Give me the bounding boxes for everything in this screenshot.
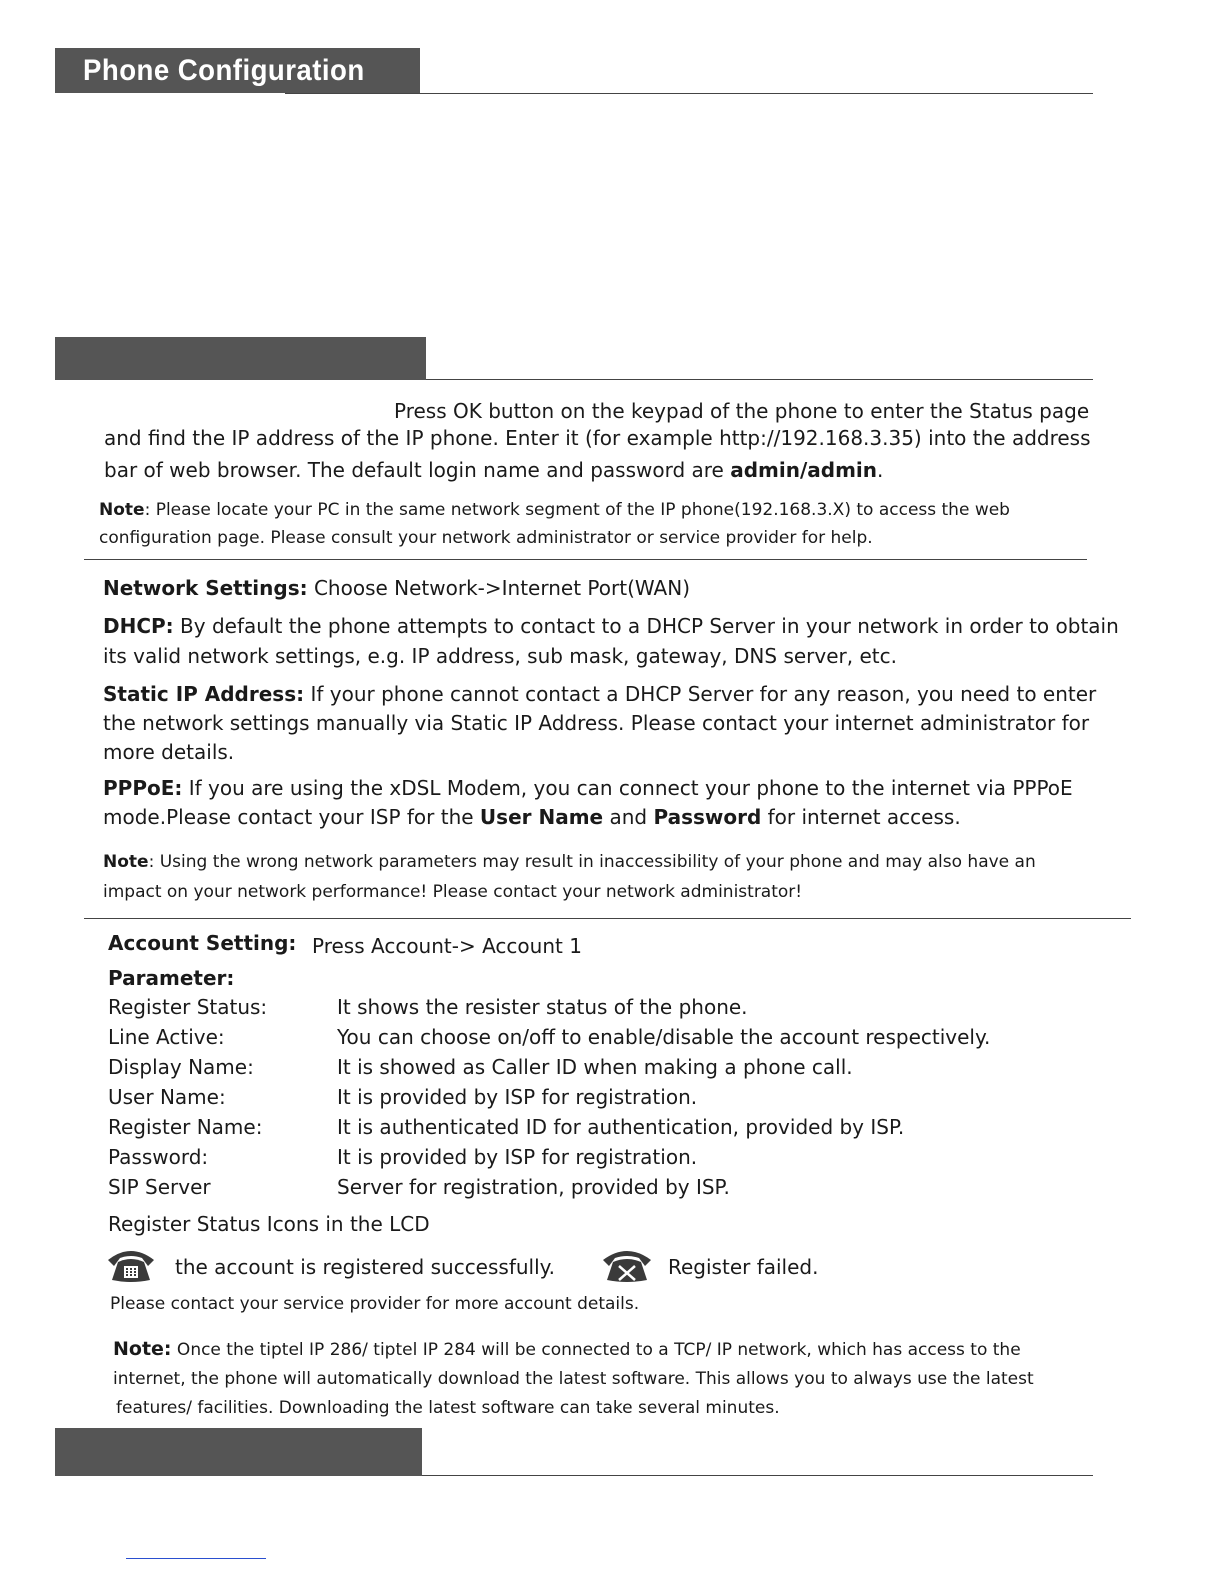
note-3-line-3: features/ facilities. Downloading the latest software can take several minutes. [116,1398,780,1418]
note-label: Note [103,852,149,872]
intro-line-2: and find the IP address of the IP phone. Enter it (for example http://192.168.3.35) into the address [104,426,1091,450]
param-desc: It shows the resister status of the phone. [337,995,748,1019]
dhcp-text: By default the phone attempts to contact to a DHCP Server in your network in order to obtain [173,614,1119,638]
param-label: User Name: [108,1085,226,1109]
param-label: Register Status: [108,995,268,1019]
registered-text: the account is registered successfully. [175,1255,555,1279]
register-status-icons-title: Register Status Icons in the LCD [108,1212,430,1236]
parameter-label: Parameter: [108,966,235,990]
page-title: Phone Configuration [83,54,365,87]
account-setting-heading [108,930,296,956]
param-desc: You can choose on/off to enable/disable the account respectively. [337,1025,991,1049]
pppoe-line-2 [103,804,961,830]
account-setting-path: Press Account-> Account 1 [312,934,582,958]
param-label: Display Name: [108,1055,254,1079]
divider-1 [84,559,1087,560]
pppoe-password: Password [653,805,762,829]
network-settings-label: Network Settings: [103,576,308,600]
section-rule [422,1475,1093,1476]
network-settings-heading [103,575,690,601]
parameter-heading [108,965,234,991]
phone-failed-icon [599,1244,655,1284]
contact-provider-text: Please contact your service provider for more account details. [110,1294,640,1314]
static-ip-line-2: the network settings manually via Static IP Address. Please contact your internet administrator for [103,711,1090,735]
note-1-line-1 [99,497,1010,523]
pppoe-text: If you are using the xDSL Modem, you can connect your phone to the internet via PPPoE [182,776,1073,800]
phone-registered-icon [104,1244,158,1284]
note-1-line-2: configuration page. Please consult your network administrator or service provider for help. [99,528,873,548]
param-desc: It is authenticated ID for authentication, provided by ISP. [337,1115,905,1139]
header-rule [285,93,1093,94]
note-2-line-1 [103,849,1036,875]
param-desc: It is provided by ISP for registration. [337,1085,698,1109]
section-header-bar [55,1428,422,1476]
param-desc: It is showed as Caller ID when making a phone call. [337,1055,853,1079]
static-ip-label: Static IP Address: [103,682,305,706]
note-3-line-1 [113,1336,1021,1363]
note-2-line-2: impact on your network performance! Please contact your network administrator! [103,882,803,902]
dhcp-line-1 [103,613,1119,639]
account-setting-label: Account Setting: [108,931,297,955]
note-label: Note: [113,1338,172,1360]
note-3-line-2: internet, the phone will automatically download the latest software. This allows you to always use the latest [113,1369,1034,1389]
note-text: Once the tiptel IP 286/ tiptel IP 284 will be connected to a TCP/ IP network, which has access to the [171,1340,1021,1360]
pppoe-text-2: mode.Please contact your ISP for the [103,805,480,829]
intro-text: bar of web browser. The default login name and password are [104,458,731,482]
section-header-phone-configuration [55,48,420,93]
param-label: SIP Server [108,1175,211,1199]
dhcp-line-2: its valid network settings, e.g. IP address, sub mask, gateway, DNS server, etc. [103,644,897,668]
static-ip-line-1 [103,681,1096,707]
pppoe-user-name: User Name [479,805,604,829]
param-desc: It is provided by ISP for registration. [337,1145,698,1169]
intro-line-1: Press OK button on the keypad of the phone to enter the Status page [394,399,1090,423]
section-header-bar [55,337,426,380]
dhcp-label: DHCP: [103,614,174,638]
login-credentials: admin/admin [730,458,878,482]
section-rule [426,379,1093,380]
intro-period: . [877,458,884,482]
param-label: Line Active: [108,1025,225,1049]
pppoe-and: and [603,805,654,829]
param-desc: Server for registration, provided by ISP. [337,1175,730,1199]
pppoe-text-3: for internet access. [761,805,961,829]
param-label: Register Name: [108,1115,263,1139]
network-settings-path: Choose Network->Internet Port(WAN) [307,576,690,600]
note-text: : Using the wrong network parameters may result in inaccessibility of your phone and may also have an [148,852,1036,872]
static-ip-text: If your phone cannot contact a DHCP Server for any reason, you need to enter [304,682,1097,706]
param-label: Password: [108,1145,209,1169]
pppoe-line-1 [103,775,1073,801]
note-text: : Please locate your PC in the same network segment of the IP phone(192.168.3.X) to access the web [144,500,1010,520]
divider-2 [84,918,1131,919]
failed-text: Register failed. [668,1255,819,1279]
intro-line-3 [104,457,883,483]
pppoe-label: PPPoE: [103,776,183,800]
note-label: Note [99,500,145,520]
link-underline [126,1558,266,1559]
static-ip-line-3: more details. [103,740,235,764]
